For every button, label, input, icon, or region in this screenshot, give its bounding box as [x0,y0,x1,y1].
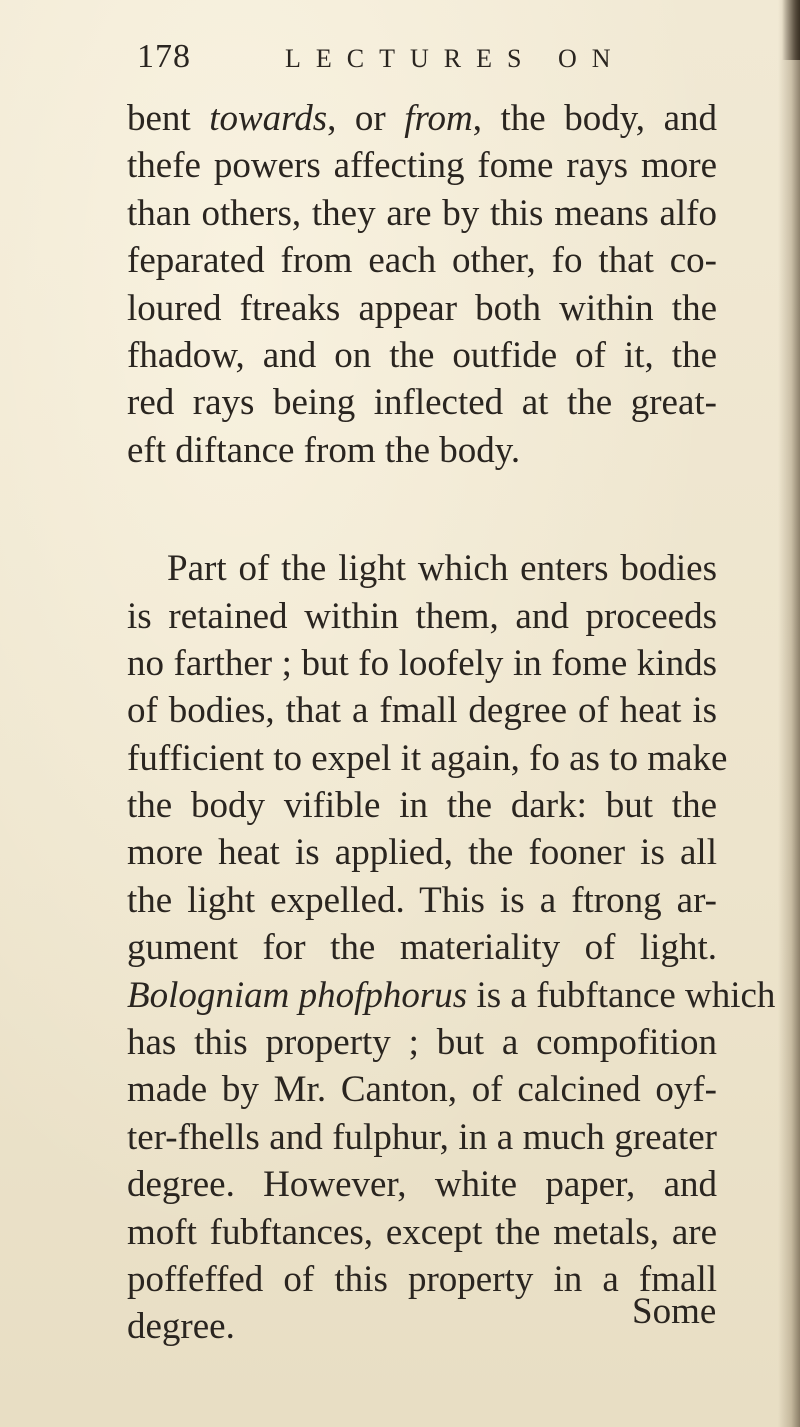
text-line [127,427,717,474]
text-segment: feparated from each other, fo that co- [127,240,717,282]
text-line [127,285,717,332]
text-line [127,1161,717,1208]
page-number: 178 [137,38,191,75]
text-segment: , or [327,98,405,139]
text-line [127,1019,717,1066]
text-line [127,735,728,782]
text-line [127,1209,717,1256]
text-line [127,190,717,237]
text-line [127,332,717,379]
text-segment: no farther ; but fo loofely in fome kinds [127,642,717,684]
text-line [127,593,717,640]
text-line [127,379,717,426]
text-segment: has this property ; but a compofition [127,1022,717,1064]
text-segment: , the body, and [472,98,717,139]
text-line [127,1303,717,1350]
text-line [127,237,717,284]
page-edge-shadow [778,0,800,1427]
text-line [127,1066,717,1113]
paragraph-2 [127,545,776,1351]
text-line [127,142,717,189]
text-line [127,1256,717,1303]
italic-text: Bologniam phofphorus [127,974,468,1016]
text-segment: poffeffed of this property in a fmall [127,1258,717,1300]
text-line [127,95,717,142]
text-segment: the body vifible in the dark: but the [127,785,717,827]
catchword: Some [632,1291,717,1332]
body-text [127,95,776,1351]
text-segment: degree. However, white paper, and [127,1164,717,1206]
text-segment: of bodies, that a fmall degree of heat is [127,690,717,732]
text-segment: more heat is applied, the fooner is all [127,832,717,874]
text-segment: ter-fhells and fulphur, in a much greater [127,1116,717,1158]
text-segment: moft fubftances, except the metals, are [127,1211,717,1253]
italic-text: towards [209,98,328,139]
page-corner-mark [782,0,800,60]
text-segment: fufficient to expel it again, fo as to make [127,737,728,779]
text-line [127,640,717,687]
text-segment: is a fubftance which [467,974,776,1016]
text-segment: red rays being inflected at the great- [127,382,717,424]
paragraph-gap [127,474,717,545]
text-segment: thefe powers affecting fome rays more [127,145,717,187]
text-line [127,924,717,971]
text-line [127,687,717,734]
text-line [127,1114,717,1161]
text-segment: Part of the light which enters bodies [167,548,717,590]
text-segment: fhadow, and on the outfide of it, the [127,334,717,376]
text-segment: than others, they are by this means alfo [127,192,717,234]
paragraph-1 [127,95,717,474]
text-segment: bent [127,98,210,139]
text-segment: loured ftreaks appear both within the [127,287,717,329]
italic-text: from [404,98,473,139]
running-head: LECTURES ON [285,44,626,73]
text-line [127,782,717,829]
text-line [127,829,717,876]
text-segment: made by Mr. Canton, of calcined oyf- [127,1069,717,1111]
text-line [127,545,717,592]
text-line [127,877,717,924]
text-segment: is retained within them, and proceeds [127,595,717,637]
text-line [127,972,776,1019]
text-segment: eft diftance from the body. [127,429,521,471]
text-segment: gument for the materiality of light. [127,927,717,969]
text-segment: the light expelled. This is a ftrong ar- [127,879,717,921]
page-header [137,38,657,78]
text-segment: degree. [127,1306,235,1348]
